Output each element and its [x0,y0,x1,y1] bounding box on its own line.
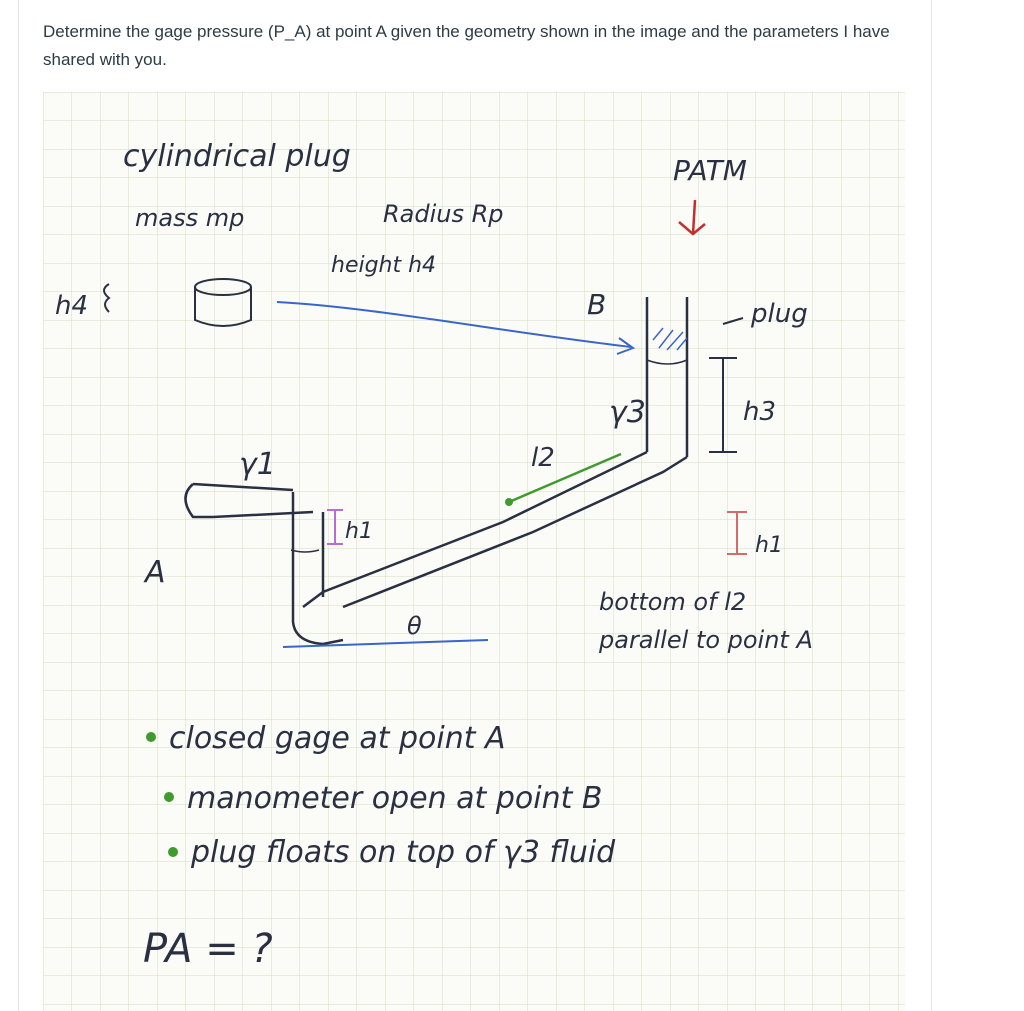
bottom-note-line2: parallel to point A [599,626,813,654]
bullet-dot-2 [164,792,174,802]
h1-label-left: h1 [345,519,373,544]
bullet-dot-1 [146,732,156,742]
plug-height: height h4 [331,253,437,278]
gamma3-label: γ3 [609,395,646,430]
h4-label: h4 [55,291,89,321]
a-label: A [145,555,166,590]
gamma1-label: γ1 [239,447,276,482]
theta-label: θ [407,612,422,640]
pa-question: PA = ? [143,926,273,972]
question-card [18,0,932,1011]
plug-title: cylindrical plug [123,139,351,174]
plug-label: plug [751,299,808,329]
l2-label: l2 [531,443,555,473]
patm-label: PATM [673,154,747,187]
bullet-1: closed gage at point A [169,721,506,756]
bottom-note-line1: bottom of l2 [599,588,747,616]
h1-label-right: h1 [755,533,783,558]
sketch-image [43,92,905,1011]
plug-mass: mass mp [135,204,245,232]
sketch-canvas [43,92,905,1011]
bullet-2: manometer open at point B [187,781,603,816]
h3-label: h3 [743,397,777,427]
plug-radius: Radius Rp [383,200,504,228]
question-text: Determine the gage pressure (P_A) at point A given the geometry shown in the image and the parameters I have shared with you. [43,22,890,69]
bullet-3: plug floats on top of γ3 fluid [191,835,616,870]
b-label: B [587,288,607,321]
l2-start-dot [505,498,513,506]
bullet-dot-3 [168,847,178,857]
